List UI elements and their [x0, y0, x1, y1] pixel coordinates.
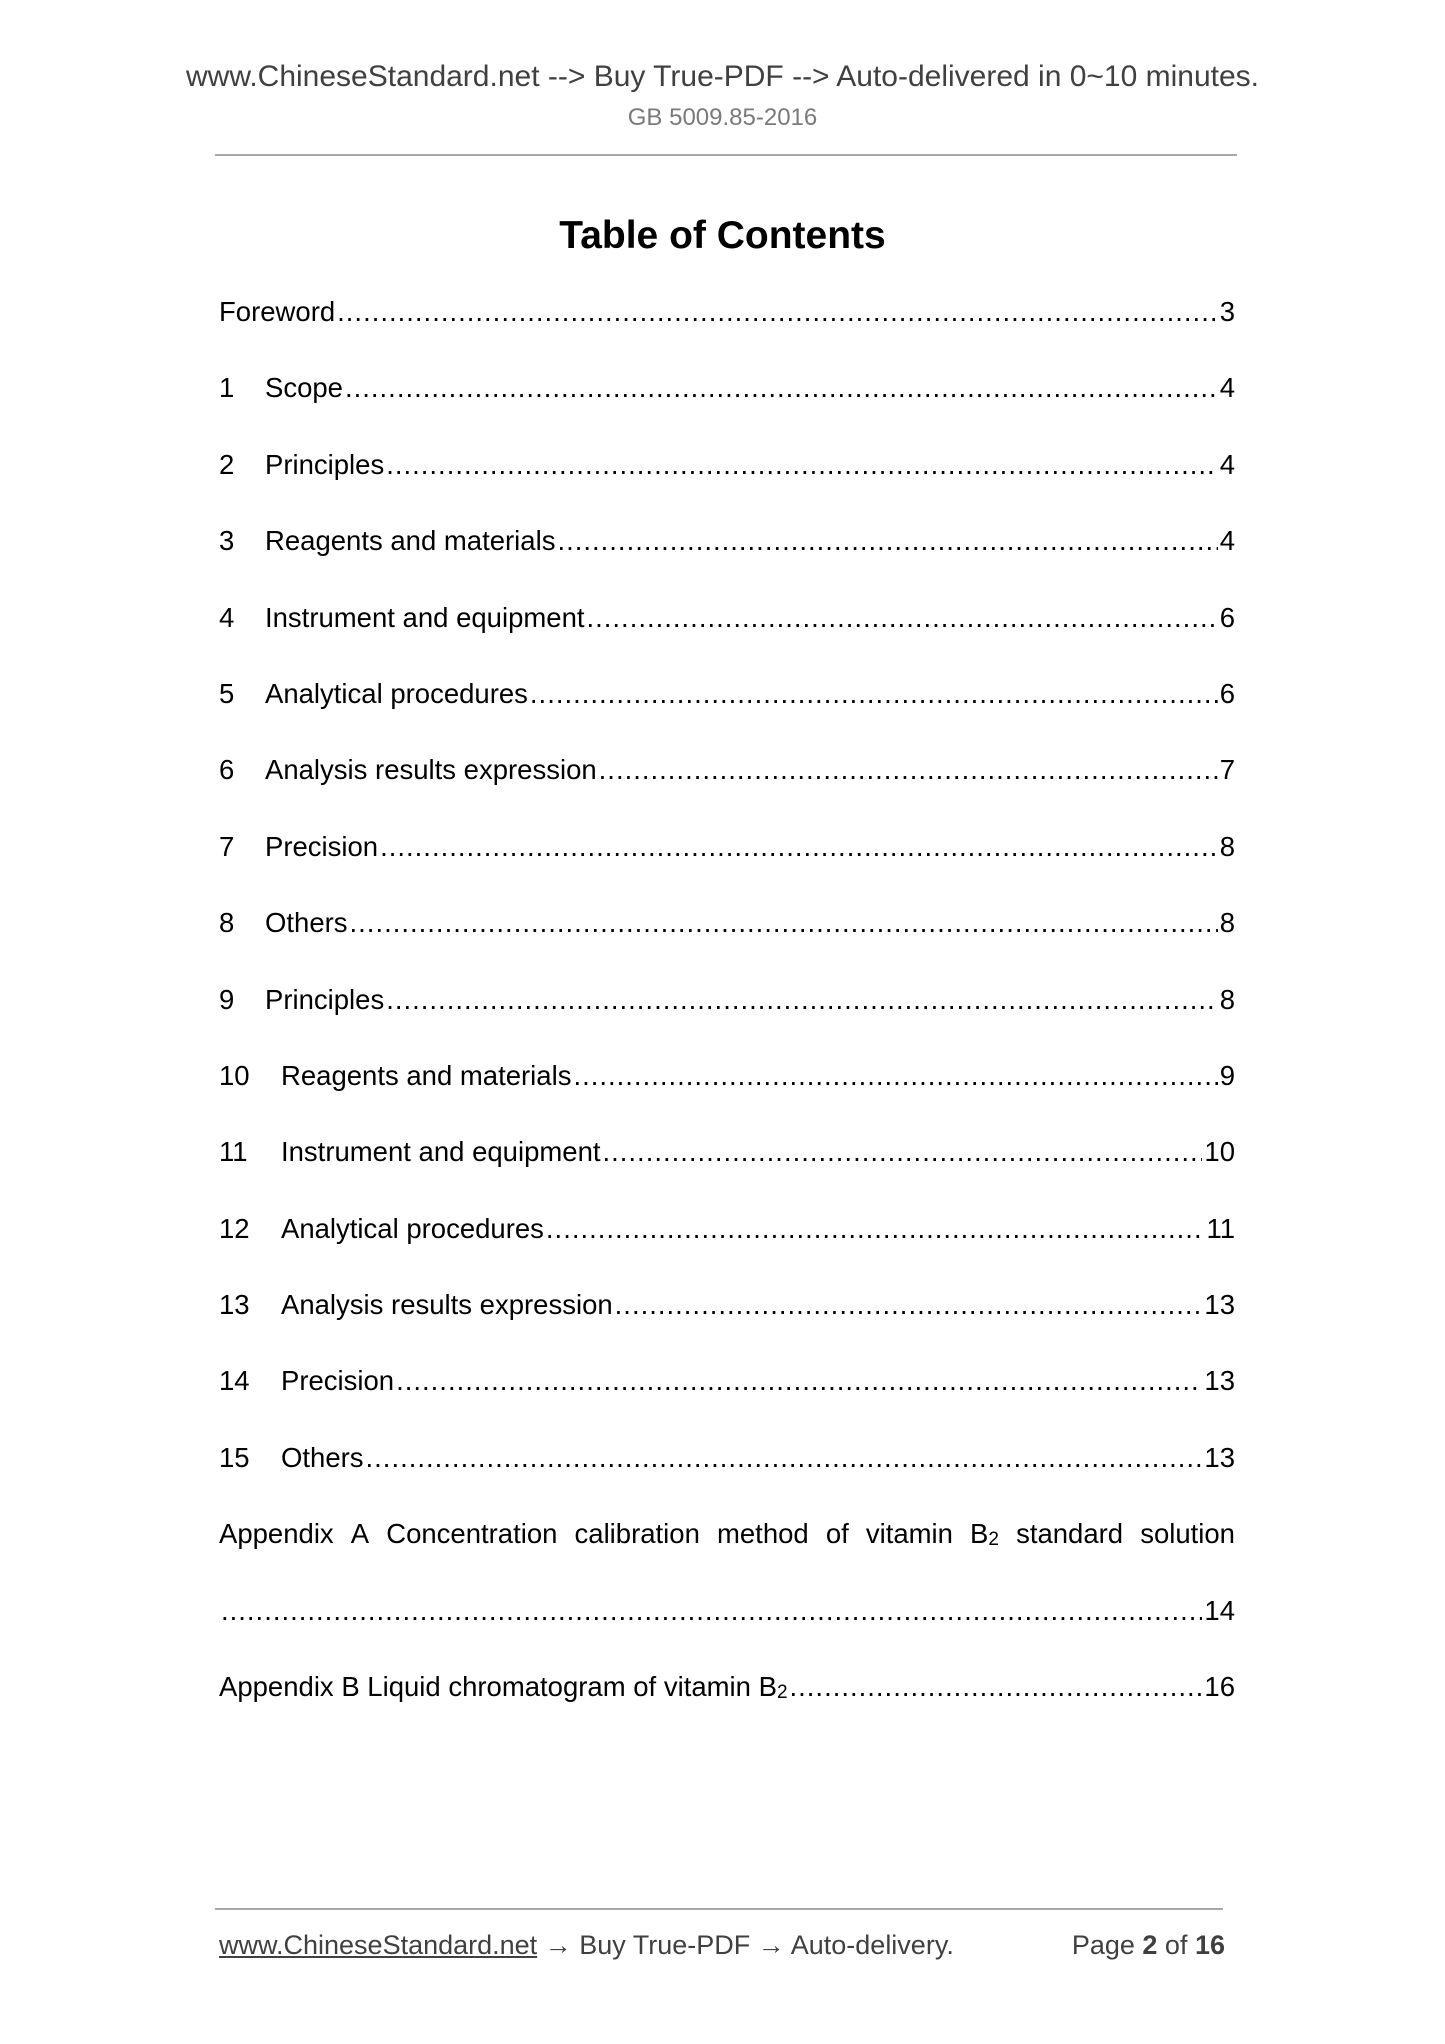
page-indicator: [1072, 1930, 1225, 1961]
toc-entry[interactable]: [219, 754, 1235, 830]
toc-entry[interactable]: [219, 1365, 1235, 1441]
toc-entry[interactable]: [219, 1213, 1235, 1289]
dot-leader: [603, 1136, 1203, 1168]
footer-text: → Buy True-PDF → Auto-delivery.: [537, 1930, 954, 1960]
dot-leader: [587, 602, 1218, 634]
toc-section-number: 12: [219, 1212, 250, 1244]
toc-label: Foreword: [219, 296, 336, 327]
word: method: [716, 1518, 809, 1550]
toc-entry-appendix-b[interactable]: [219, 1671, 1235, 1747]
toc-page-number: 10: [1204, 1136, 1235, 1168]
word: [970, 1518, 999, 1551]
toc-section-number: 6: [219, 754, 235, 786]
toc-section-number: 2: [219, 448, 235, 480]
toc-page-number: 8: [1219, 830, 1235, 862]
toc-page-number: 8: [1219, 907, 1235, 939]
word: vitamin: [865, 1518, 953, 1550]
toc-label: Analytical procedures: [281, 1212, 544, 1244]
dot-leader: [790, 1671, 1203, 1703]
toc-page-number: 7: [1219, 754, 1235, 786]
toc-entry[interactable]: [219, 296, 1235, 372]
footer-link[interactable]: www.ChineseStandard.net: [219, 1930, 538, 1960]
toc-entry[interactable]: [219, 831, 1235, 907]
toc-label: [219, 1671, 788, 1704]
toc-entry[interactable]: [219, 1442, 1235, 1518]
word-b: B: [970, 1518, 989, 1550]
toc-page-number: 4: [1219, 372, 1235, 404]
toc-label: Others: [265, 907, 348, 939]
subscript: 2: [988, 1529, 999, 1551]
toc-section-number: 11: [219, 1136, 248, 1168]
word: Appendix: [219, 1518, 334, 1550]
toc-entry[interactable]: [219, 1289, 1235, 1365]
toc-page-number: 3: [1219, 296, 1235, 327]
dot-leader: [345, 372, 1218, 404]
toc-page-number: 13: [1204, 1289, 1235, 1321]
toc-label: Instrument and equipment: [281, 1136, 601, 1168]
toc-page-number: 13: [1204, 1365, 1235, 1397]
toc-label-text: Appendix B Liquid chromatogram of vitamin B: [219, 1671, 777, 1703]
toc-entry[interactable]: [219, 449, 1235, 525]
toc-section-number: 15: [219, 1441, 250, 1473]
header-divider: [215, 154, 1237, 156]
toc-section-number: 10: [219, 1059, 250, 1091]
dot-leader: [380, 831, 1218, 863]
toc-entry[interactable]: [219, 602, 1235, 678]
page-total: 16: [1194, 1930, 1225, 1960]
page-current: 2: [1142, 1930, 1158, 1960]
toc-section-number: 13: [219, 1289, 250, 1321]
dot-leader: [386, 984, 1217, 1016]
dot-leader: [386, 449, 1217, 481]
toc-entry-appendix-a[interactable]: [219, 1518, 1235, 1594]
word: A: [350, 1518, 370, 1550]
footer: [219, 1930, 1225, 1961]
toc-label: Analytical procedures: [265, 677, 528, 709]
toc-section-number: 3: [219, 525, 235, 557]
toc-page-number: 9: [1219, 1059, 1235, 1091]
toc-page-number: 11: [1206, 1212, 1235, 1244]
toc-entry[interactable]: [219, 907, 1235, 983]
toc-section-number: 8: [219, 907, 235, 939]
dot-leader: [599, 754, 1218, 786]
toc-page-number: 14: [1204, 1594, 1235, 1626]
toc-label: Scope: [265, 372, 343, 404]
toc-entry[interactable]: [219, 678, 1235, 754]
toc-entry-appendix-a-page[interactable]: [219, 1595, 1235, 1671]
toc-page-number: 6: [1219, 677, 1235, 709]
toc-label: Precision: [265, 830, 379, 862]
table-of-contents: [219, 296, 1235, 1747]
word: calibration: [574, 1518, 700, 1550]
word: Concentration: [386, 1518, 558, 1550]
toc-page-number: 16: [1204, 1671, 1235, 1703]
dot-leader: [615, 1289, 1203, 1321]
word: of: [825, 1518, 849, 1550]
dot-leader: [350, 907, 1218, 939]
toc-section-number: 5: [219, 677, 235, 709]
dot-leader: [221, 1595, 1202, 1627]
toc-entry[interactable]: [219, 984, 1235, 1060]
dot-leader: [366, 1442, 1203, 1474]
word: solution: [1140, 1518, 1235, 1550]
dot-leader: [557, 525, 1217, 557]
toc-label: Principles: [265, 448, 385, 480]
dot-leader: [546, 1213, 1205, 1245]
toc-label: Reagents and materials: [265, 525, 556, 557]
footer-left: [219, 1930, 954, 1961]
subscript: 2: [776, 1682, 788, 1704]
toc-label: Analysis results expression: [265, 754, 597, 786]
toc-page-number: 4: [1219, 525, 1235, 557]
standard-code: GB 5009.85-2016: [627, 104, 818, 131]
dot-leader: [396, 1365, 1202, 1397]
toc-section-number: 1: [219, 372, 235, 404]
page-prefix: Page: [1071, 1930, 1143, 1960]
toc-page-number: 8: [1219, 983, 1235, 1015]
toc-section-number: 4: [219, 601, 235, 633]
toc-label: Others: [281, 1441, 364, 1473]
toc-label: Reagents and materials: [281, 1059, 572, 1091]
header-banner: www.ChineseStandard.net --> Buy True-PDF --> Auto-delivered in 0~10 minutes.: [185, 60, 1260, 93]
word: standard: [1016, 1518, 1124, 1550]
toc-section-number: 7: [219, 830, 235, 862]
page-mid: of: [1157, 1930, 1195, 1960]
toc-label: Instrument and equipment: [265, 601, 585, 633]
toc-label: Principles: [265, 983, 385, 1015]
toc-section-number: 14: [219, 1365, 250, 1397]
toc-label: Precision: [281, 1365, 395, 1397]
page-title: Table of Contents: [559, 214, 886, 257]
toc-section-number: 9: [219, 983, 235, 1015]
toc-entry[interactable]: [219, 372, 1235, 448]
toc-page-number: 13: [1204, 1441, 1235, 1473]
toc-label: Analysis results expression: [281, 1289, 613, 1321]
toc-page-number: 6: [1219, 601, 1235, 633]
toc-entry[interactable]: [219, 1060, 1235, 1136]
toc-entry[interactable]: [219, 1136, 1235, 1212]
dot-leader: [530, 678, 1218, 710]
toc-entry[interactable]: [219, 525, 1235, 601]
toc-page-number: 4: [1219, 448, 1235, 480]
footer-divider: [215, 1908, 1223, 1910]
dot-leader: [573, 1060, 1217, 1092]
dot-leader: [337, 296, 1218, 328]
